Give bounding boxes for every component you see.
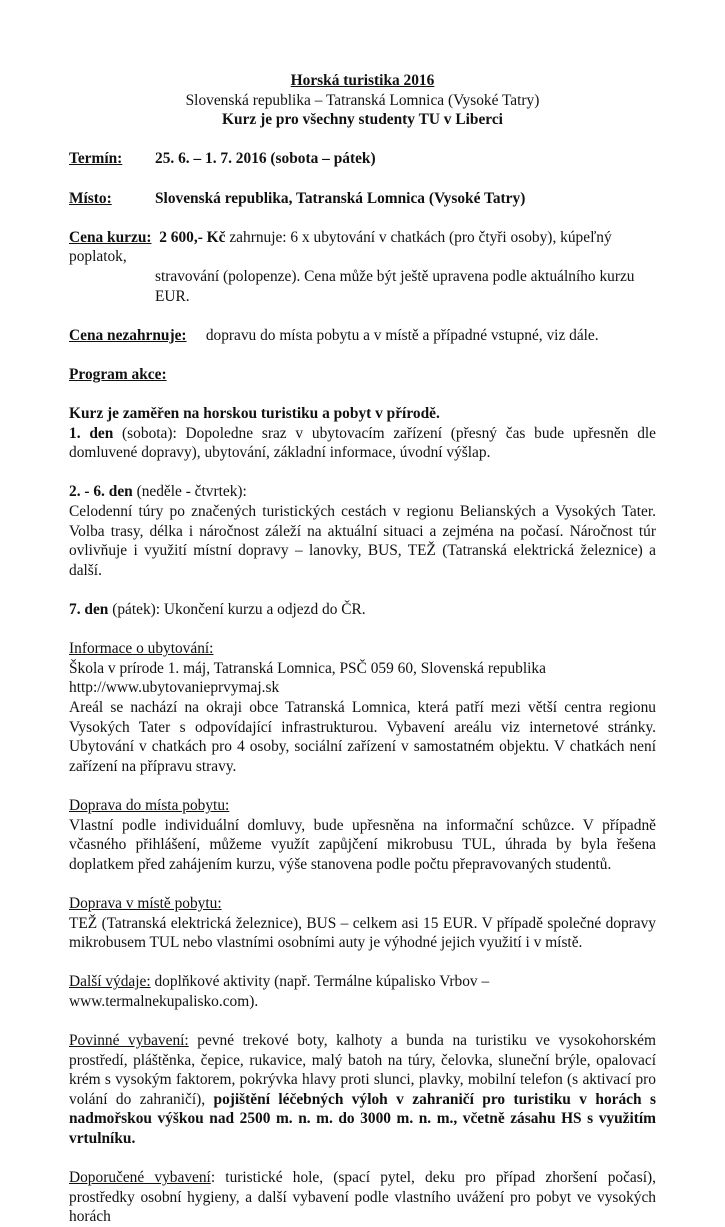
mandatory-equipment-heading: Povinné vybavení: bbox=[69, 1032, 189, 1050]
transport-local-section bbox=[69, 894, 656, 953]
day1-text: (sobota): Dopoledne sraz v ubytovacím zařízení (přesný čas bude upřesněn dle domluvené dopravy), ubytování, základní informace, úvodní výšlap. bbox=[69, 424, 657, 462]
price-value: 2 600,- Kč bbox=[159, 228, 226, 246]
term-value: 25. 6. – 1. 7. 2016 (sobota – pátek) bbox=[155, 150, 376, 168]
accommodation-text: Areál se nachází na okraji obce Tatranská Lomnica, která patří mezi větší centra regionu Vysokých Tater s odpovídající infrastrukturou. Vybavení areálu viz internetové stránky. Ubytování v chatkách pro 4 osoby, sociální zařízení v samostatném objektu. V chatkách není zařízení na přípravu stravy. bbox=[69, 699, 656, 775]
recommended-equipment-heading: Doporučené vybavení bbox=[69, 1169, 211, 1187]
audience-note: Kurz je pro všechny studenty TU v Liberci bbox=[222, 111, 503, 129]
program-day1 bbox=[69, 424, 656, 463]
transport-to-heading: Doprava do místa pobytu: bbox=[69, 796, 230, 814]
days2-6-sub: (neděle - čtvrtek): bbox=[132, 483, 247, 501]
transport-local-heading: Doprava v místě pobytu: bbox=[69, 894, 222, 912]
day7-text: (pátek): Ukončení kurzu a odjezd do ČR. bbox=[108, 601, 366, 619]
days2-6-label: 2. - 6. den bbox=[69, 483, 133, 501]
program-days2-6-header bbox=[69, 482, 656, 502]
title-block bbox=[69, 71, 656, 130]
place-row bbox=[69, 189, 656, 209]
accommodation-address: Škola v prírode 1. máj, Tatranská Lomnica, PSČ 059 60, Slovenská republika bbox=[69, 659, 546, 677]
place-value: Slovenská republika, Tatranská Lomnica (Vysoké Tatry) bbox=[155, 189, 526, 207]
price-text-line1: zahrnuje: 6 x ubytování v chatkách (pro čtyři osoby), kúpeľný poplatok, bbox=[69, 228, 612, 266]
accommodation-heading: Informace o ubytování: bbox=[69, 640, 214, 658]
accommodation-url[interactable]: http://www.ubytovanieprvymaj.sk bbox=[69, 679, 280, 697]
program-heading: Program akce: bbox=[69, 365, 167, 383]
day7-label: 7. den bbox=[69, 601, 109, 619]
days2-6-text: Celodenní túry po značených turistických cestách v regionu Belianských a Vysokých Tater. Volba trasy, délka i náročnost záleží na aktuální situaci a zejména na počasí. Náročnost túr ovlivňuje i využití místní dopravy – lanovky, BUS, TEŽ (Tatranská elektrická železnice) a další. bbox=[69, 503, 656, 579]
mandatory-equipment-text: pevné trekové boty, kalhoty a bunda na turistiku ve vysokohorském prostředí, pláštěnka, čepice, rukavice, malý batoh na túry, čelovka, sluneční brýle, opalovací krém s vysokým faktorem, pokrývka hlavy proti slunci, plavky, mobilní telefon (s aktivací pro volání do zahraničí), bbox=[69, 1032, 656, 1108]
term-label: Termín: bbox=[69, 150, 123, 168]
excluded-row bbox=[69, 326, 656, 346]
mandatory-equipment-section bbox=[69, 1031, 656, 1149]
term-row bbox=[69, 149, 656, 169]
document-page bbox=[69, 71, 656, 1227]
place-label: Místo: bbox=[69, 189, 112, 207]
recommended-equipment-section bbox=[69, 1168, 656, 1227]
document-subtitle: Slovenská republika – Tatranská Lomnica (Vysoké Tatry) bbox=[185, 91, 540, 109]
program-day7 bbox=[69, 600, 656, 620]
other-costs-heading: Další výdaje: bbox=[69, 973, 151, 991]
accommodation-section bbox=[69, 639, 656, 776]
program-intro: Kurz je zaměřen na horskou turistiku a pobyt v přírodě. bbox=[69, 405, 440, 423]
excluded-value: dopravu do místa pobytu a v místě a případné vstupné, viz dále. bbox=[205, 326, 599, 344]
day1-label: 1. den bbox=[69, 424, 114, 442]
other-costs-section bbox=[69, 972, 656, 1011]
document-title: Horská turistika 2016 bbox=[290, 72, 435, 89]
transport-to-text: Vlastní podle individuální domluvy, bude upřesněna na informační schůzce. V případně včasného přihlášení, můžeme využít zapůjčení mikrobusu TUL, úhrada by byla řešena doplatkem před zahájením kurzu, výše stanovena podle počtu přepravovaných studentů. bbox=[69, 816, 656, 873]
insurance-requirement: pojištění léčebných výloh v zahraničí pro turistiku v horách s nadmořskou výškou nad 2500 m. n. m. do 3000 m. n. m., včetně zásahu HS s využitím vrtulníku. bbox=[69, 1090, 656, 1148]
excluded-label: Cena nezahrnuje: bbox=[69, 326, 187, 344]
transport-to-section bbox=[69, 796, 656, 874]
transport-local-text: TEŽ (Tatranská elektrická železnice), BUS – celkem asi 15 EUR. V případě společné dopravy mikrobusem TUL nebo vlastními osobními auty je výhodné jejich využití i v místě. bbox=[69, 914, 656, 952]
price-block bbox=[69, 228, 656, 306]
other-costs-text: doplňkové aktivity (např. Termálne kúpalisko Vrbov – www.termalnekupalisko.com). bbox=[69, 973, 490, 1010]
recommended-equipment-text: : turistické hole, (spací pytel, deku pro případ zhoršení počasí), prostředky osobní hygieny, a další vybavení podle vlastního uvážení pro pobyt ve vysokých horách bbox=[69, 1169, 656, 1226]
price-label: Cena kurzu: bbox=[69, 228, 152, 246]
price-text-line2: stravování (polopenze). Cena může být ještě upravena podle aktuálního kurzu EUR. bbox=[155, 267, 635, 305]
